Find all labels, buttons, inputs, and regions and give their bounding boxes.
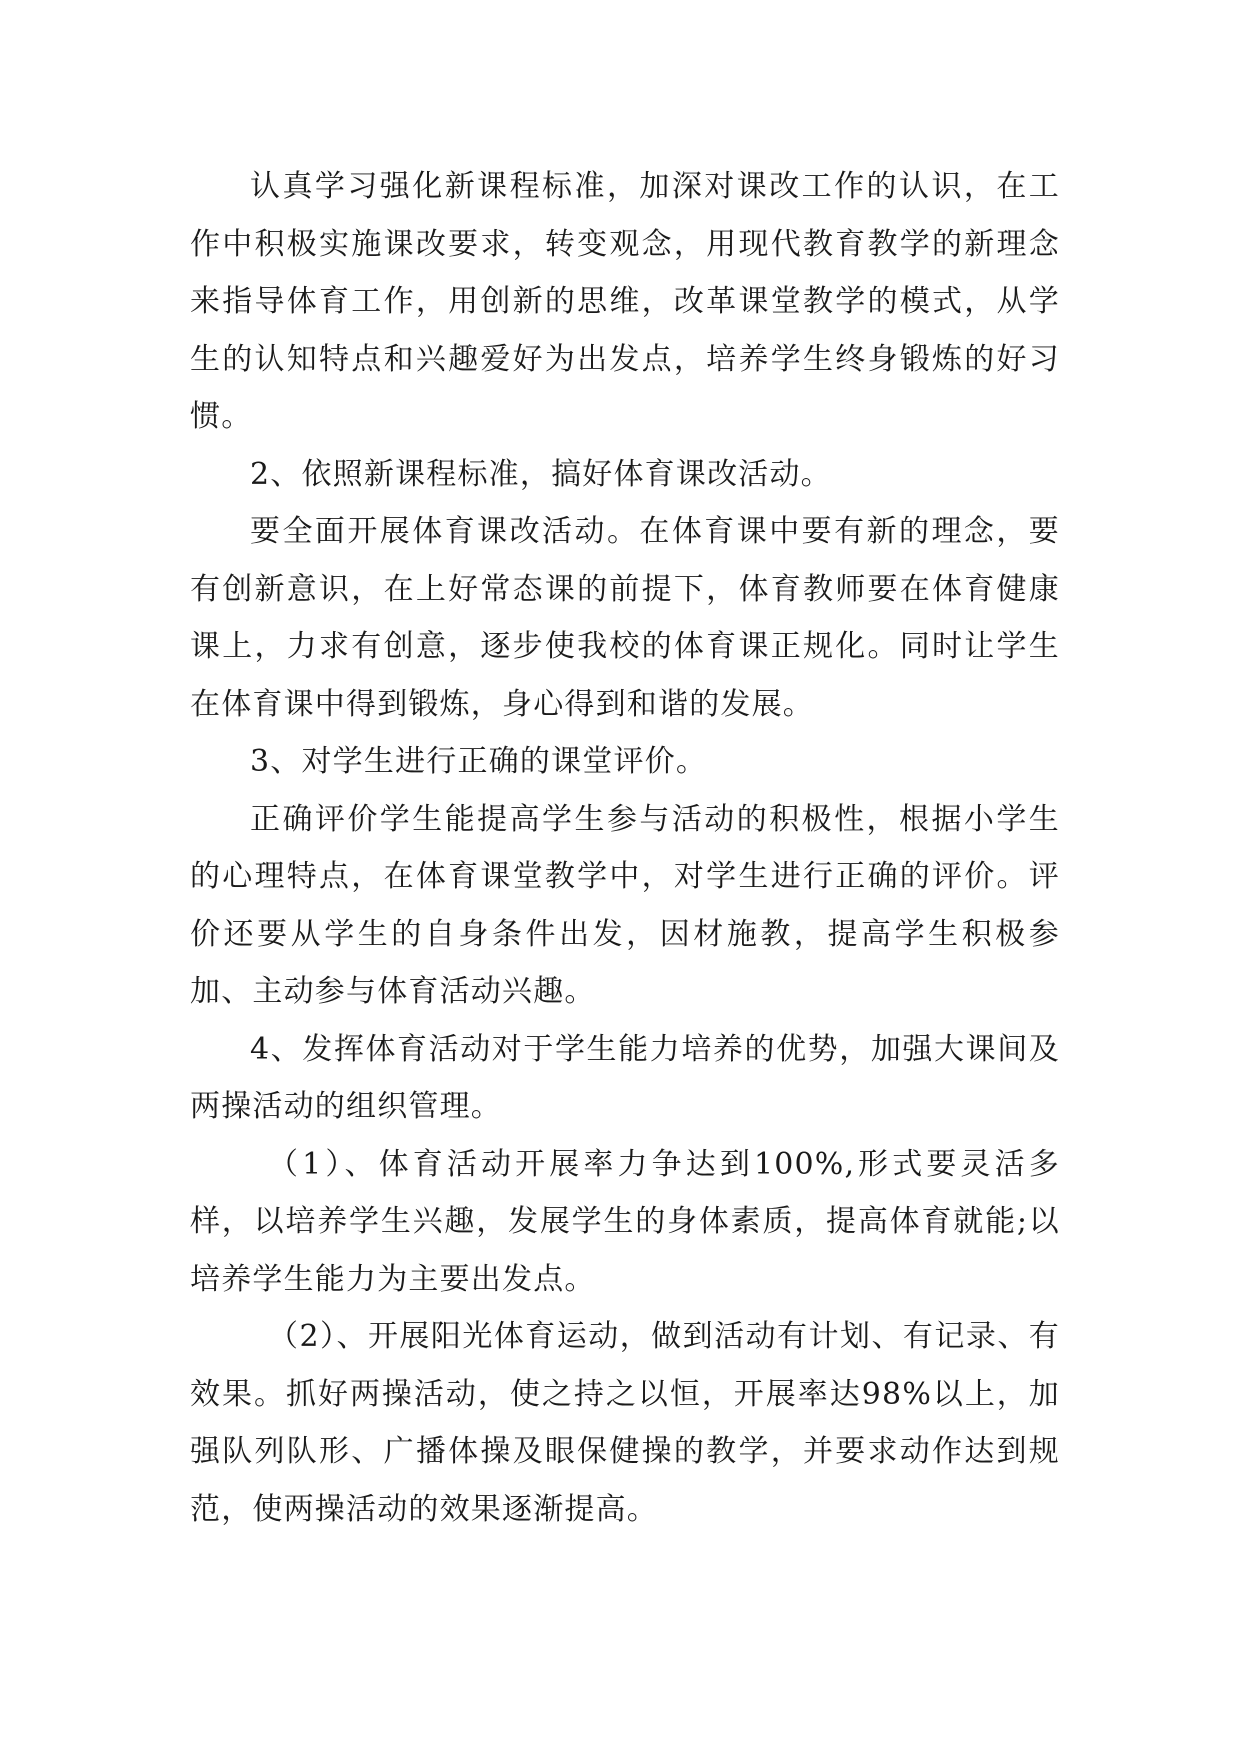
paragraph-study-standards: 认真学习强化新课程标准，加深对课改工作的认识，在工作中积极实施课改要求，转变观念，用现代教育教学的新理念来指导体育工作，用创新的思维，改革课堂教学的模式，从学生的认知特点和兴趣爱好为出发点，培养学生终身锻炼的好习惯。: [190, 169, 1060, 434]
heading-item-4: 4、发挥体育活动对于学生能力培养的优势，加强大课间及两操活动的组织管理。: [190, 1031, 1060, 1124]
document-body: [190, 158, 1060, 1538]
paragraph-subitem-1: （1）、体育活动开展率力争达到100%,形式要灵活多样，以培养学生兴趣，发展学生的身体素质，提高体育就能;以培养学生能力为主要出发点。: [190, 1146, 1060, 1297]
paragraph-reform-activities: 要全面开展体育课改活动。在体育课中要有新的理念，要有创新意识，在上好常态课的前提下，体育教师要在体育健康课上，力求有创意，逐步使我校的体育课正规化。同时让学生在体育课中得到锻炼，身心得到和谐的发展。: [190, 514, 1060, 722]
heading-item-3: 3、对学生进行正确的课堂评价。: [250, 744, 708, 779]
heading-item-2: 2、依照新课程标准，搞好体育课改活动。: [250, 456, 832, 492]
paragraph-subitem-2: （2）、开展阳光体育运动，做到活动有计划、有记录、有效果。抓好两操活动，使之持之以恒，开展率达98%以上，加强队列队形、广播体操及眼保健操的教学，并要求动作达到规范，使两操活动的效果逐渐提高。: [190, 1319, 1060, 1527]
paragraph-evaluation: 正确评价学生能提高学生参与活动的积极性，根据小学生的心理特点，在体育课堂教学中，对学生进行正确的评价。评价还要从学生的自身条件出发，因材施教，提高学生积极参加、主动参与体育活动兴趣。: [190, 801, 1060, 1009]
